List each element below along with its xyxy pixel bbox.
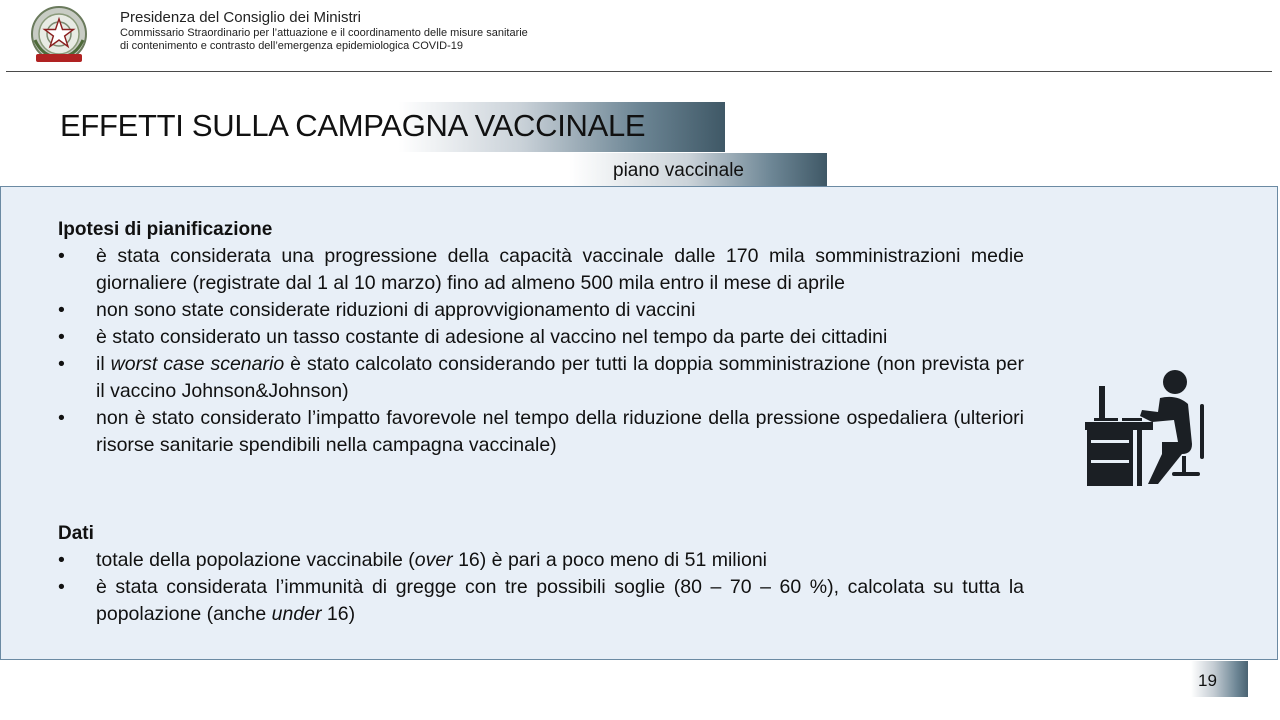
slide-subtitle: piano vaccinale <box>613 160 744 181</box>
list-item: • è stato considerato un tasso costante di adesione al vaccino nel tempo da parte dei cittadini <box>58 324 1024 351</box>
list-item <box>58 547 1024 574</box>
list-item <box>58 574 1024 628</box>
header-divider <box>6 71 1272 72</box>
list-item-text: il <box>96 353 111 375</box>
organization-subtitle-line-1: Commissario Straordinario per l’attuazione e il coordinamento delle misure sanitarie <box>120 27 528 39</box>
list-item: • è stata considerata una progressione della capacità vaccinale dalle 170 mila somministrazioni medie giornaliere (registrate dal 1 al 10 marzo) fino ad almeno 500 mila entro il mese di aprile <box>58 243 1024 297</box>
list-item-text: è stato calcolato considerando per tutti la doppia somministrazione (non prevista per il vaccino Johnson&Johnson) <box>96 353 1024 402</box>
list-item: • non sono state considerate riduzioni di approvvigionamento di vaccini <box>58 297 1024 324</box>
list-item-emphasis: over <box>414 549 453 571</box>
person-at-desk-computer-icon <box>1082 364 1207 489</box>
section-title-dati: Dati <box>58 523 94 544</box>
italian-republic-emblem-icon <box>28 4 90 68</box>
slide-title: EFFETTI SULLA CAMPAGNA VACCINALE <box>60 108 646 143</box>
list-item-text: totale della popolazione vaccinabile ( <box>96 549 415 571</box>
list-item-text: 16) è pari a poco meno di 51 milioni <box>452 549 767 571</box>
list-item-text: è stata considerata l’immunità di gregge con tre possibili soglie (80 – 70 – 60 %), calcolata su tutta la popolazione (anche <box>96 576 1024 625</box>
list-item-text: 16) <box>321 603 356 625</box>
list-item-emphasis: under <box>271 603 322 625</box>
list-item <box>58 351 1024 405</box>
section-dati <box>58 520 1024 628</box>
page-number: 19 <box>1198 671 1217 690</box>
bullet-list-ipotesi <box>58 243 1024 459</box>
section-title-ipotesi: Ipotesi di pianificazione <box>58 219 273 240</box>
organization-name: Presidenza del Consiglio dei Ministri <box>120 9 361 26</box>
list-item: • non è stato considerato l’impatto favorevole nel tempo della riduzione della pressione ospedaliera (ulteriori risorse sanitarie spendibili nella campagna vaccinale) <box>58 405 1024 459</box>
list-item-emphasis: worst case scenario <box>110 353 285 375</box>
organization-header <box>120 9 528 53</box>
bullet-list-dati <box>58 547 1024 628</box>
organization-subtitle-line-2: di contenimento e contrasto dell’emergenza epidemiologica COVID-19 <box>120 40 464 53</box>
section-ipotesi <box>58 216 1024 459</box>
